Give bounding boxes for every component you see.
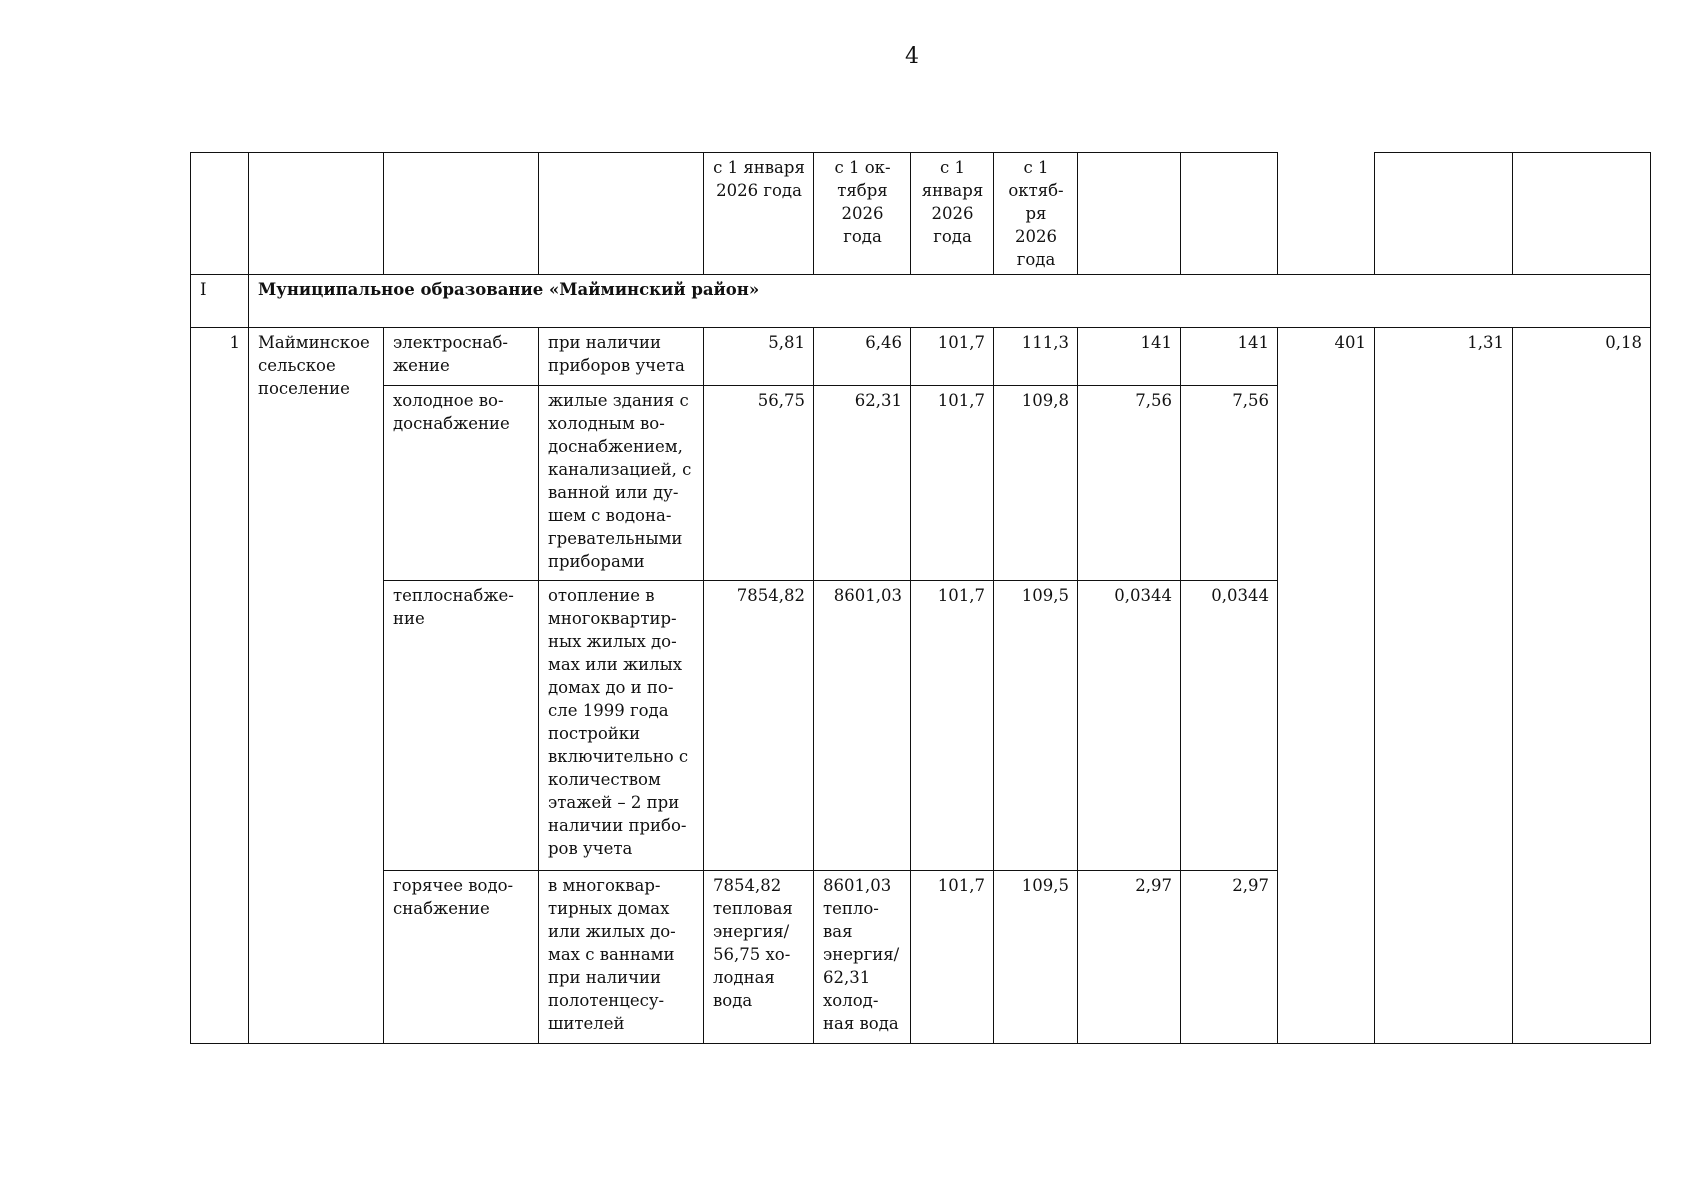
page-number: 4 [905,44,919,69]
index-oct: 109,5 [994,581,1078,871]
settlement-number: 1 [191,328,249,1044]
section-row [191,275,1651,328]
settlement-name: Майминское сельское поселение [249,328,384,1044]
header-cell [539,153,704,275]
index-oct: 111,3 [994,328,1078,386]
index-oct: 109,5 [994,871,1078,1044]
tariff-jan: 56,75 [704,386,814,581]
gap-cell [1278,153,1375,275]
volume-b: 0,0344 [1181,581,1278,871]
volume-b: 7,56 [1181,386,1278,581]
tariff-table [190,152,1651,1044]
settlement-value-12: 1,31 [1375,328,1513,1044]
tariff-oct: 8601,03 [814,581,911,871]
volume-b: 2,97 [1181,871,1278,1044]
service-condition: отопление в многоквартир- ных жилых до- мах или жилых домах до и по- сле 1999 года постройки включительно с количеством этажей – 2 при наличии прибо- ров учета [539,581,704,871]
settlement-value-11: 401 [1278,328,1375,1044]
header-cell [191,153,249,275]
service-name: теплоснабже- ние [384,581,539,871]
header-cell [1078,153,1181,275]
volume-a: 2,97 [1078,871,1181,1044]
tariff-oct: 62,31 [814,386,911,581]
index-jan: 101,7 [911,871,994,1044]
settlement-value-13: 0,18 [1513,328,1651,1044]
table-row [191,328,1651,386]
tariff-jan: 5,81 [704,328,814,386]
section-title: Муниципальное образование «Майминский район» [249,275,1651,328]
index-jan: 101,7 [911,386,994,581]
service-condition: жилые здания с холодным во- доснабжением, канализацией, с ванной или ду- шем с водона- гревательными приборами [539,386,704,581]
header-cell [384,153,539,275]
header-index-jan: с 1 января 2026 года [911,153,994,275]
tariff-oct: 8601,03 тепло- вая энергия/ 62,31 холод- ная вода [814,871,911,1044]
index-oct: 109,8 [994,386,1078,581]
service-name: электроснаб- жение [384,328,539,386]
index-jan: 101,7 [911,328,994,386]
header-cell [1181,153,1278,275]
header-row [191,153,1651,275]
header-cell [1375,153,1513,275]
header-index-oct: с 1 октяб- ря 2026 года [994,153,1078,275]
tariff-jan: 7854,82 [704,581,814,871]
header-tariff-oct: с 1 ок- тября 2026 года [814,153,911,275]
tariff-oct: 6,46 [814,328,911,386]
service-name: холодное во- доснабжение [384,386,539,581]
volume-a: 141 [1078,328,1181,386]
volume-a: 7,56 [1078,386,1181,581]
tariff-jan: 7854,82 тепловая энергия/ 56,75 хо- лодная вода [704,871,814,1044]
header-tariff-jan: с 1 января 2026 года [704,153,814,275]
volume-b: 141 [1181,328,1278,386]
index-jan: 101,7 [911,581,994,871]
section-number: I [191,275,249,328]
volume-a: 0,0344 [1078,581,1181,871]
service-condition: при наличии приборов учета [539,328,704,386]
header-cell [1513,153,1651,275]
service-condition: в многоквар- тирных домах или жилых до- мах с ваннами при наличии полотенцесу- шителей [539,871,704,1044]
header-cell [249,153,384,275]
service-name: горячее водо- снабжение [384,871,539,1044]
